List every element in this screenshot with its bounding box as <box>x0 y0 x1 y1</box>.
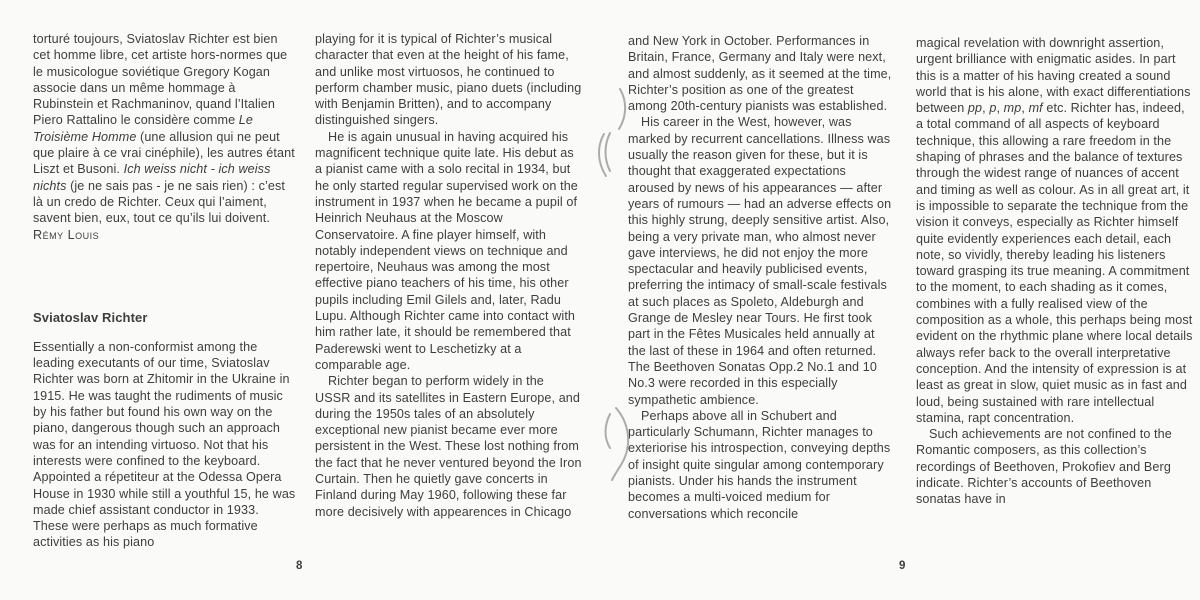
paragraph-ussr: Richter began to perform widely in the USSR and its satellites in Eastern Europe, and during the 1950s tales of an absolutely exceptional new pianist became ever more persistent in the West. These lost nothing from the fact that he never ventured beyond the Iron Curtain. Then he quietly gave concerts in Finland during May 1960, following these far more decisively with appearences in Chicago <box>315 374 582 519</box>
paragraph-schubert: Perhaps above all in Schubert and particularly Schumann, Richter manages to exteriorise his introspection, conveying depths of insight quite singular among contemporary pianists. Under his hands the instrument becomes a multi-voiced medium for conversations which reconcile <box>628 408 891 521</box>
paragraph-magical: magical revelation with downright assertion, urgent brilliance with enigmatic asides. In part this is a matter of his having created a sound world that is his alone, with exact differentiations between pp, p, mp, mf etc. Richter has, indeed, a total command of all aspects of keyboard technique, this allowing a rare freedom in the shaping of phrases and the balance of textures through the widest range of nuances of accent and timing as well as colour. As in all great art, it is impossible to separate the technique from the vision it conveys, especially as Richter himself quite evidently experiences each detail, each note, so vividly, thereby leading his listeners toward grasping its true meaning. A commitment to the moment, to each shading as it comes, combines with a fully realised view of the composition as a whole, this perhaps being most evident on the rhythmic plane where local details always refer back to the overall interpretative conception. And the intensity of expression is at least as great in slow, quiet music as in fast and loud, being sustained with rare intellectual stamina, rapt concentration. <box>916 36 1193 425</box>
staple-wire-bottom-icon <box>588 406 638 506</box>
column-1 <box>33 31 297 551</box>
paragraph-unusual: He is again unusual in having acquired his magnificent technique quite late. His debut as a pianist came with a solo recital in 1934, but he only started regular supervised work on the instrument in 1937 when he became a pupil of Heinrich Neuhaus at the Moscow Conservatoire. A fine player himself, with notably independent views on technique and repertoire, Neuhaus was among the most effective piano teachers of his time, his other pupils including Emil Gilels and, later, Radu Lupu. Although Richter came into contact with him rather late, it should be remembered that Paderewski went to Leschetizky at a comparable age. <box>315 129 578 372</box>
paragraph-bio: Essentially a non-conformist among the leading executants of our time, Sviatoslav Richter was born at Zhitomir in the Ukraine in 1915. He was taught the rudiments of music by his father but found his own way on the piano, dangerous though such an approach was for an intending virtuoso. Not that his interests were confined to the keyboard. Appointed a répetiteur at the Odessa Opera House in 1930 while still a youthful 15, he was made chief assistant conductor in 1933. These were perhaps as much formative activities as his piano <box>33 339 296 550</box>
section-heading: Sviatoslav Richter <box>33 309 148 325</box>
paragraph-french: torturé toujours, Sviatoslav Richter est bien cet homme libre, cet artiste hors-normes que le musicologue soviétique Gregory Kogan associe dans un même hommage à Rubinstein et Rachmaninov, quand l’Italien Piero Rattalino le considère comme Le Troisième Homme (une allusion qui ne peut que plaire à ce vrai cinéphile), les autres étant Liszt et Busoni. Ich weiss nicht - ich weiss nichts (je ne sais pas - je ne sais rien) : c’est là un credo de Richter. Ceux qui l’aiment, savent bien, eux, tout ce qu’ils lui doivent. <box>33 32 295 226</box>
column-4 <box>916 35 1194 508</box>
paragraph-career: His career in the West, however, was marked by recurrent cancellations. Illness was usually the reason given for these, but it is thought that exaggerated expectations aroused by news of his appearances — after years of rumours — had an adverse effects on this highly strung, deeply sensitive artist. Also, being a very private man, who almost never gave interviews, he did not enjoy the more spectacular and heavily publicised events, preferring the intimacy of small-scale festivals at such places as Spoleto, Aldeburgh and Grange de Mesley near Tours. He first took part in the Fêtes Musicales held annually at the last of these in 1964 and often returned. The Beethoven Sonatas Opp.2 No.1 and 10 No.3 were recorded in this especially sympathetic ambience. <box>628 115 892 407</box>
paragraph-achievements: Such achievements are not confined to the Romantic composers, as this collection’s recordings of Beethoven, Prokofiev and Berg indicate. Richter’s accounts of Beethoven sonatas have in <box>916 427 1172 507</box>
page-number-left: 8 <box>296 560 303 572</box>
column-3 <box>628 33 893 522</box>
author-credit: Rémy Louis <box>33 227 100 242</box>
paragraph-newyork: and New York in October. Performances in Britain, France, Germany and Italy were next, and almost suddenly, as it seemed at the time, Richter’s position as one of the greatest among 20th-century pianists was established. <box>628 34 892 114</box>
page-right <box>600 0 1200 600</box>
column-2 <box>315 31 582 520</box>
paragraph-playing: playing for it is typical of Richter’s musical character that even at the height of his fame, and unlike most virtuosos, he continued to perform chamber music, piano duets (including with Benjamin Britten), and to accompany distinguished singers. <box>315 32 582 128</box>
staple-wire-top-icon <box>588 86 633 186</box>
page-number-right: 9 <box>899 560 906 572</box>
